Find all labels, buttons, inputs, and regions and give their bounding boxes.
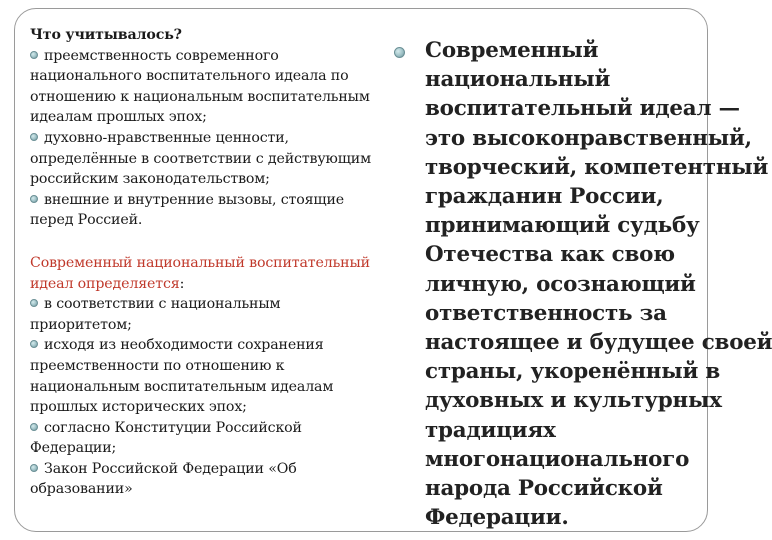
spacer xyxy=(30,231,390,253)
considered-item-line: российским законодательством; xyxy=(30,171,270,188)
ideal-line: народа Российской xyxy=(425,476,663,502)
bullet-icon xyxy=(30,340,38,348)
defined-item-line: Закон Российской Федерации «Об xyxy=(44,460,297,477)
bullet-icon xyxy=(30,51,38,59)
defined-item-line: образовании» xyxy=(30,481,133,498)
considered-item-line: перед Россией. xyxy=(30,212,143,229)
definition-heading-cont: идеал определяется xyxy=(30,275,180,292)
ideal-line: настоящее и будущее своей xyxy=(425,330,772,356)
left-column xyxy=(30,25,390,500)
considered-title: Что учитывалось? xyxy=(30,27,182,43)
ideal-line: Отечества как свою xyxy=(425,242,675,268)
defined-item-line: исходя из необходимости сохранения xyxy=(44,337,324,354)
considered-item xyxy=(30,190,390,231)
considered-item-line: идеалам прошлых эпох; xyxy=(30,109,207,126)
defined-item xyxy=(30,335,390,417)
ideal-line: национальный xyxy=(425,67,611,93)
ideal-line: Федерации. xyxy=(425,505,569,531)
considered-item-line: определённые в соответствии с действующим xyxy=(30,150,371,167)
definition-heading: Современный национальный воспитательный xyxy=(30,254,370,271)
ideal-line: творческий, компетентный xyxy=(425,154,769,180)
bullet-icon xyxy=(394,47,405,58)
bullet-icon xyxy=(30,133,38,141)
ideal-line: воспитательный идеал — xyxy=(425,96,740,122)
defined-item-line: приоритетом; xyxy=(30,316,132,333)
defined-item-line: преемственности по отношению к xyxy=(30,357,285,374)
bullet-icon xyxy=(30,195,38,203)
considered-item-line: преемственность современного xyxy=(44,47,279,64)
ideal-line: личную, осознающий xyxy=(425,271,696,297)
considered-item xyxy=(30,46,390,128)
bullet-icon xyxy=(30,464,38,472)
ideal-line: страны, укоренённый в xyxy=(425,359,721,385)
right-column xyxy=(390,36,772,532)
considered-item xyxy=(30,128,390,190)
considered-item-line: отношению к национальным воспитательным xyxy=(30,88,370,105)
ideal-line: духовных и культурных xyxy=(425,388,722,414)
ideal-line: традициях xyxy=(425,417,556,443)
ideal-line: гражданин России, xyxy=(425,184,664,210)
definition-colon: : xyxy=(179,275,185,292)
bullet-icon xyxy=(30,299,38,307)
ideal-line: ответственность за xyxy=(425,300,667,326)
defined-item-line: согласно Конституции Российской xyxy=(44,419,302,436)
defined-item xyxy=(30,294,390,335)
ideal-line: это высоконравственный, xyxy=(425,125,752,151)
ideal-line: многонационального xyxy=(425,446,690,472)
ideal-line: Современный xyxy=(425,38,599,63)
defined-item-line: прошлых исторических эпох; xyxy=(30,399,247,416)
defined-item xyxy=(30,459,390,500)
defined-item-line: национальным воспитательным идеалам xyxy=(30,378,334,395)
defined-item-line: Федерации; xyxy=(30,440,117,457)
defined-item-line: в соответствии с национальным xyxy=(44,296,281,313)
ideal-definition xyxy=(425,36,772,532)
bullet-icon xyxy=(30,423,38,431)
considered-item-line: духовно-нравственные ценности, xyxy=(44,129,289,146)
defined-item xyxy=(30,418,390,459)
ideal-line: принимающий судьбу xyxy=(425,213,700,239)
considered-item-line: национального воспитательного идеала по xyxy=(30,68,349,85)
considered-item-line: внешние и внутренние вызовы, стоящие xyxy=(44,191,344,208)
